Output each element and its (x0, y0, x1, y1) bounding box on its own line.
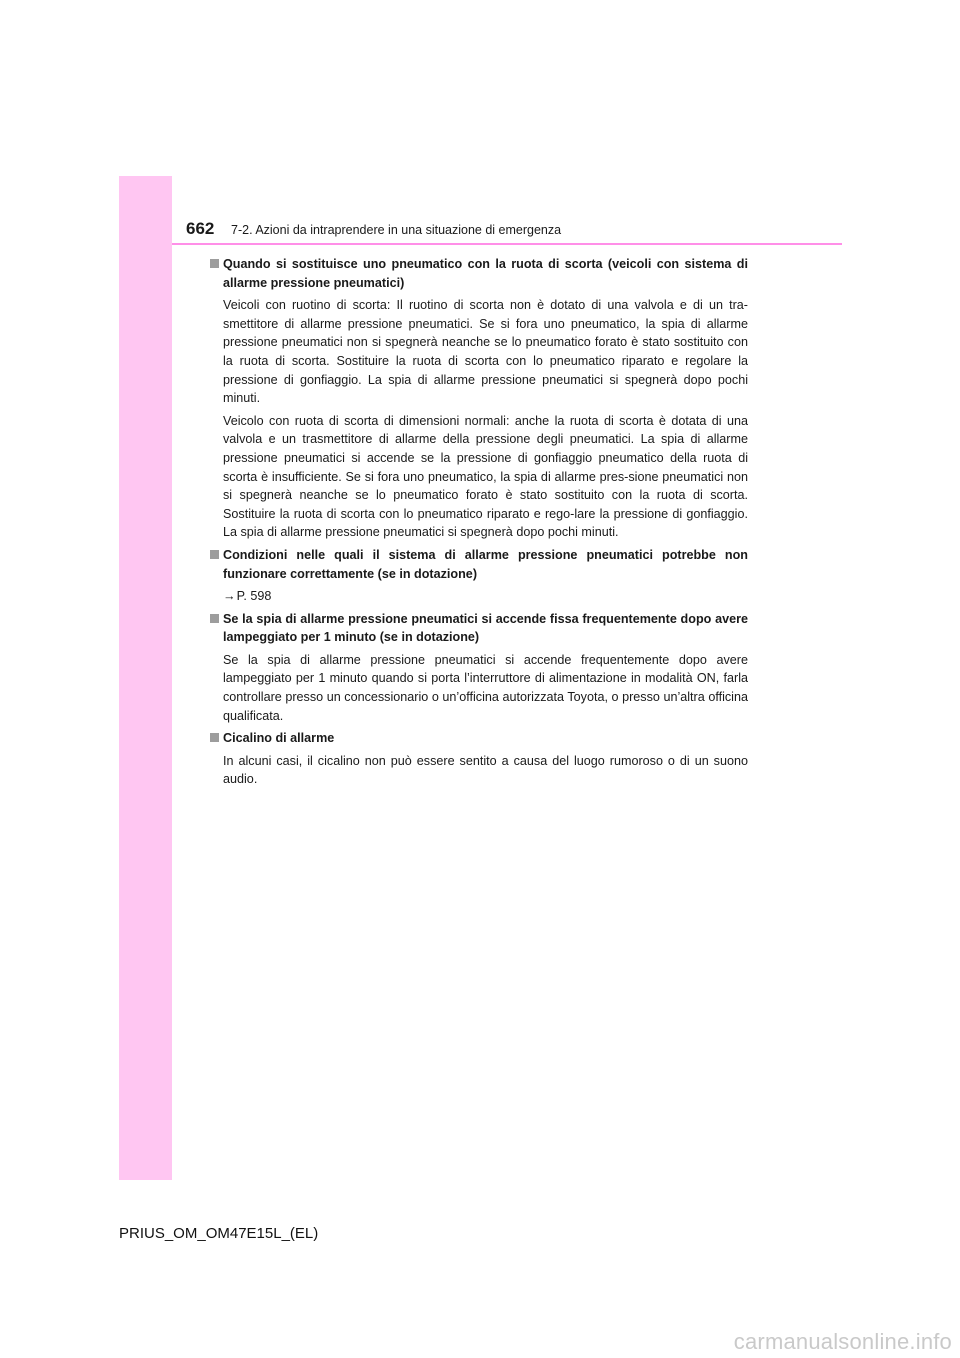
page-reference-link[interactable]: P. 598 (236, 589, 272, 604)
paragraph: Veicoli con ruotino di scorta: Il ruotino di scorta non è dotato di una valvola e di un tra-smettitore di allarme pressione pneumatici. Se si fora uno pneumatico, la spia di allarme pressione pneumatici non si spegnerà neanche se lo pneumatico forato è stato sostituito con la ruota di scorta. Sostituire la ruota di scorta con lo pneumatico riparato e regolare la pressione di gonfiaggio. La spia di allarme pressione pneumatici si spegnerà dopo pochi minuti. (223, 298, 748, 406)
section-title: 7-2. Azioni da intraprendere in una situazione di emergenza (231, 223, 562, 237)
section-title-text: Quando si sostituisce uno pneumatico con la ruota di scorta (veicoli con sistema di allarme pressione pneumatici) (223, 257, 748, 290)
section-title-text: Se la spia di allarme pressione pneumatici si accende fissa frequentemente dopo avere lampeggiato per 1 minuto (se in dotazione) (223, 611, 748, 645)
square-bullet-icon (210, 259, 219, 268)
section-title-text: Cicalino di allarme (223, 731, 335, 746)
right-arrow-icon: → (223, 589, 236, 604)
section-warning-buzzer (210, 729, 748, 789)
watermark: carmanualsonline.info (733, 1329, 952, 1354)
section-heading (210, 255, 748, 292)
paragraph: Se la spia di allarme pressione pneumatici si accende frequentemente dopo avere lampeggiato per 1 minuto quando si porta l’interruttore di alimentazione in modalità ON, farla controllare presso un concessionario o un’officina autorizzata Toyota, o presso un’altra officina qualificata. (223, 652, 748, 723)
section-heading (210, 546, 748, 583)
paragraph: Veicolo con ruota di scorta di dimensioni normali: anche la ruota di scorta è dotata di una valvola e un trasmettitore di allarme della pressione degli pneumatici. La spia di allarme pressione pneumatici si accende se la pressione di gonfiaggio pneumatico della ruota di scorta è insufficiente. Se si fora uno pneumatico, la spia di allarme pres-sione pneumatici non si spegnerà neanche se lo pneumatico forato è stato sostituito con la ruota di scorta. Sostituire la ruota di scorta con lo pneumatico riparato e rego-lare la pressione di gonfiaggio. La spia di allarme pressione pneumatici si spegnerà dopo pochi minuti. (223, 413, 748, 540)
square-bullet-icon (210, 614, 219, 623)
paragraph: In alcuni casi, il cicalino non può essere sentito a causa del luogo rumoroso o di un suono audio. (223, 753, 748, 787)
section-heading (210, 610, 748, 647)
square-bullet-icon (210, 733, 219, 742)
section-spare-tire (210, 255, 748, 542)
page-content (210, 255, 748, 793)
section-warning-light-on (210, 610, 748, 726)
square-bullet-icon (210, 550, 219, 559)
page-number: 662 (186, 219, 215, 238)
section-title-text: Condizioni nelle quali il sistema di allarme pressione pneumatici potrebbe non funzionare correttamente (se in dotazione) (223, 547, 748, 581)
section-heading (210, 729, 748, 748)
footer-doc-code: PRIUS_OM_OM47E15L_(EL) (119, 1225, 319, 1242)
section-malfunction-conditions (210, 546, 748, 606)
side-color-band (119, 176, 172, 1180)
page-reference (223, 587, 748, 606)
header-rule (172, 243, 842, 245)
